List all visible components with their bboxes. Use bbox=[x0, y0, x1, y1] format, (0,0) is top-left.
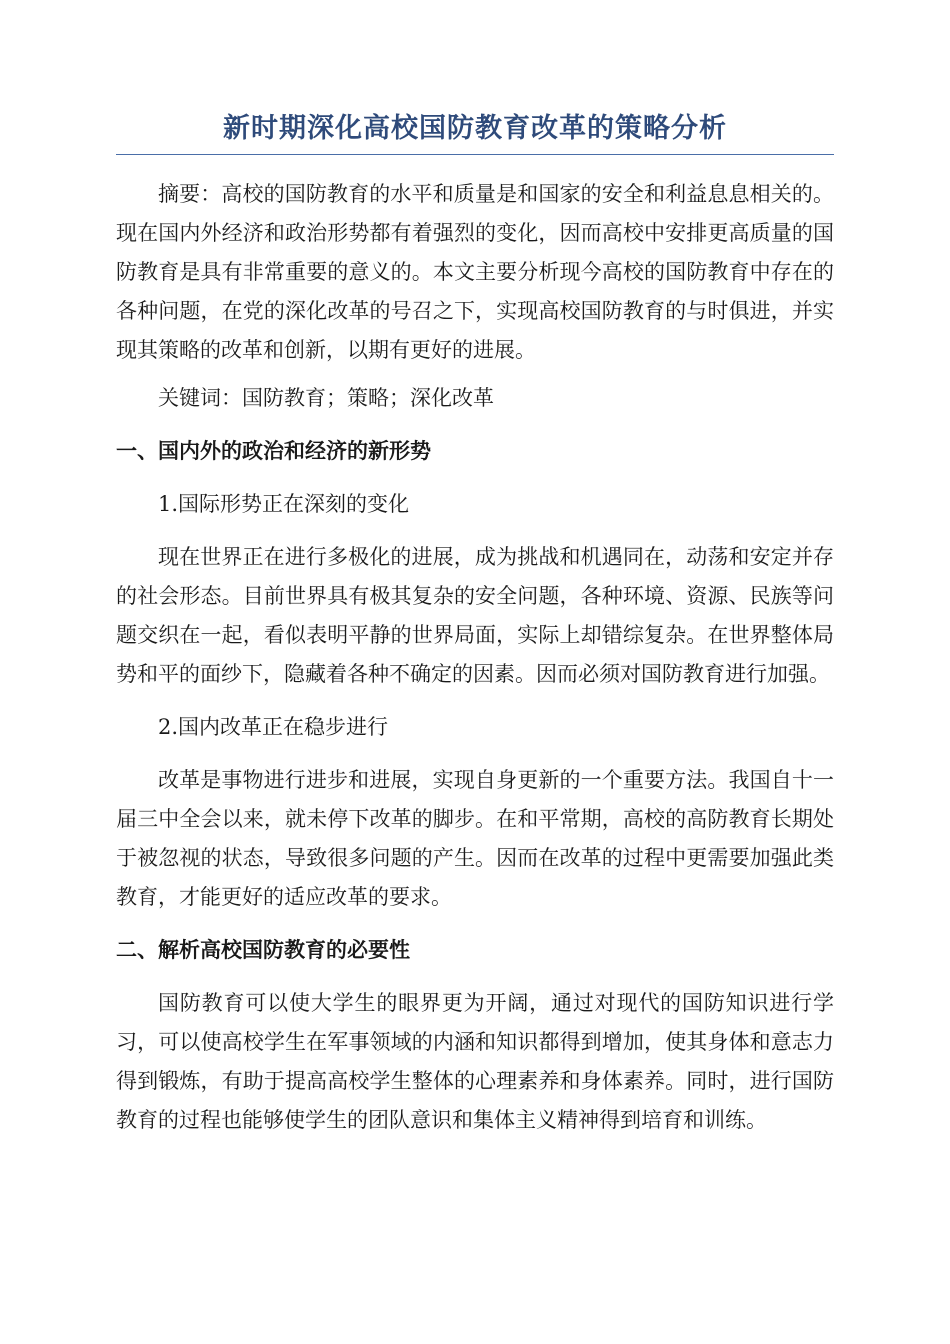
subsection-1-2-title: 2.国内改革正在稳步进行 bbox=[158, 715, 389, 739]
subsection-1-1-body: 现在世界正在进行多极化的进展，成为挑战和机遇同在，动荡和安定并存的社会形态。目前世界具有极其复杂的安全问题，各种环境、资源、民族等问题交织在一起，看似表明平静的世界局面，实际上却错综复杂。在世界整体局势和平的面纱下，隐藏着各种不确定的因素。因而必须对国防教育进行加强。 bbox=[116, 545, 834, 686]
section-2-heading: 二、解析高校国防教育的必要性 bbox=[116, 938, 410, 962]
subsection-1-2-body: 改革是事物进行进步和进展，实现自身更新的一个重要方法。我国自十一届三中全会以来，就未停下改革的脚步。在和平常期，高校的高防教育长期处于被忽视的状态，导致很多问题的产生。因而在改革的过程中更需要加强此类教育，才能更好的适应改革的要求。 bbox=[116, 768, 834, 909]
section-2-body: 国防教育可以使大学生的眼界更为开阔，通过对现代的国防知识进行学习，可以使高校学生在军事领域的内涵和知识都得到增加，使其身体和意志力得到锻炼，有助于提高高校学生整体的心理素养和身体素养。同时，进行国防教育的过程也能够使学生的团队意识和集体主义精神得到培育和训练。 bbox=[116, 991, 834, 1132]
subsection-1-1-title: 1.国际形势正在深刻的变化 bbox=[158, 492, 410, 516]
section-1-heading: 一、国内外的政治和经济的新形势 bbox=[116, 439, 431, 463]
keywords-line: 关键词：国防教育；策略；深化改革 bbox=[158, 386, 494, 410]
abstract-paragraph: 摘要：高校的国防教育的水平和质量是和国家的安全和利益息息相关的。现在国内外经济和政治形势都有着强烈的变化，因而高校中安排更高质量的国防教育是具有非常重要的意义的。本文主要分析现今高校的国防教育中存在的各种问题，在党的深化改革的号召之下，实现高校国防教育的与时俱进，并实现其策略的改革和创新，以期有更好的进展。 bbox=[116, 182, 834, 362]
document-page bbox=[116, 108, 834, 1140]
document-title: 新时期深化高校国防教育改革的策略分析 bbox=[116, 108, 834, 155]
